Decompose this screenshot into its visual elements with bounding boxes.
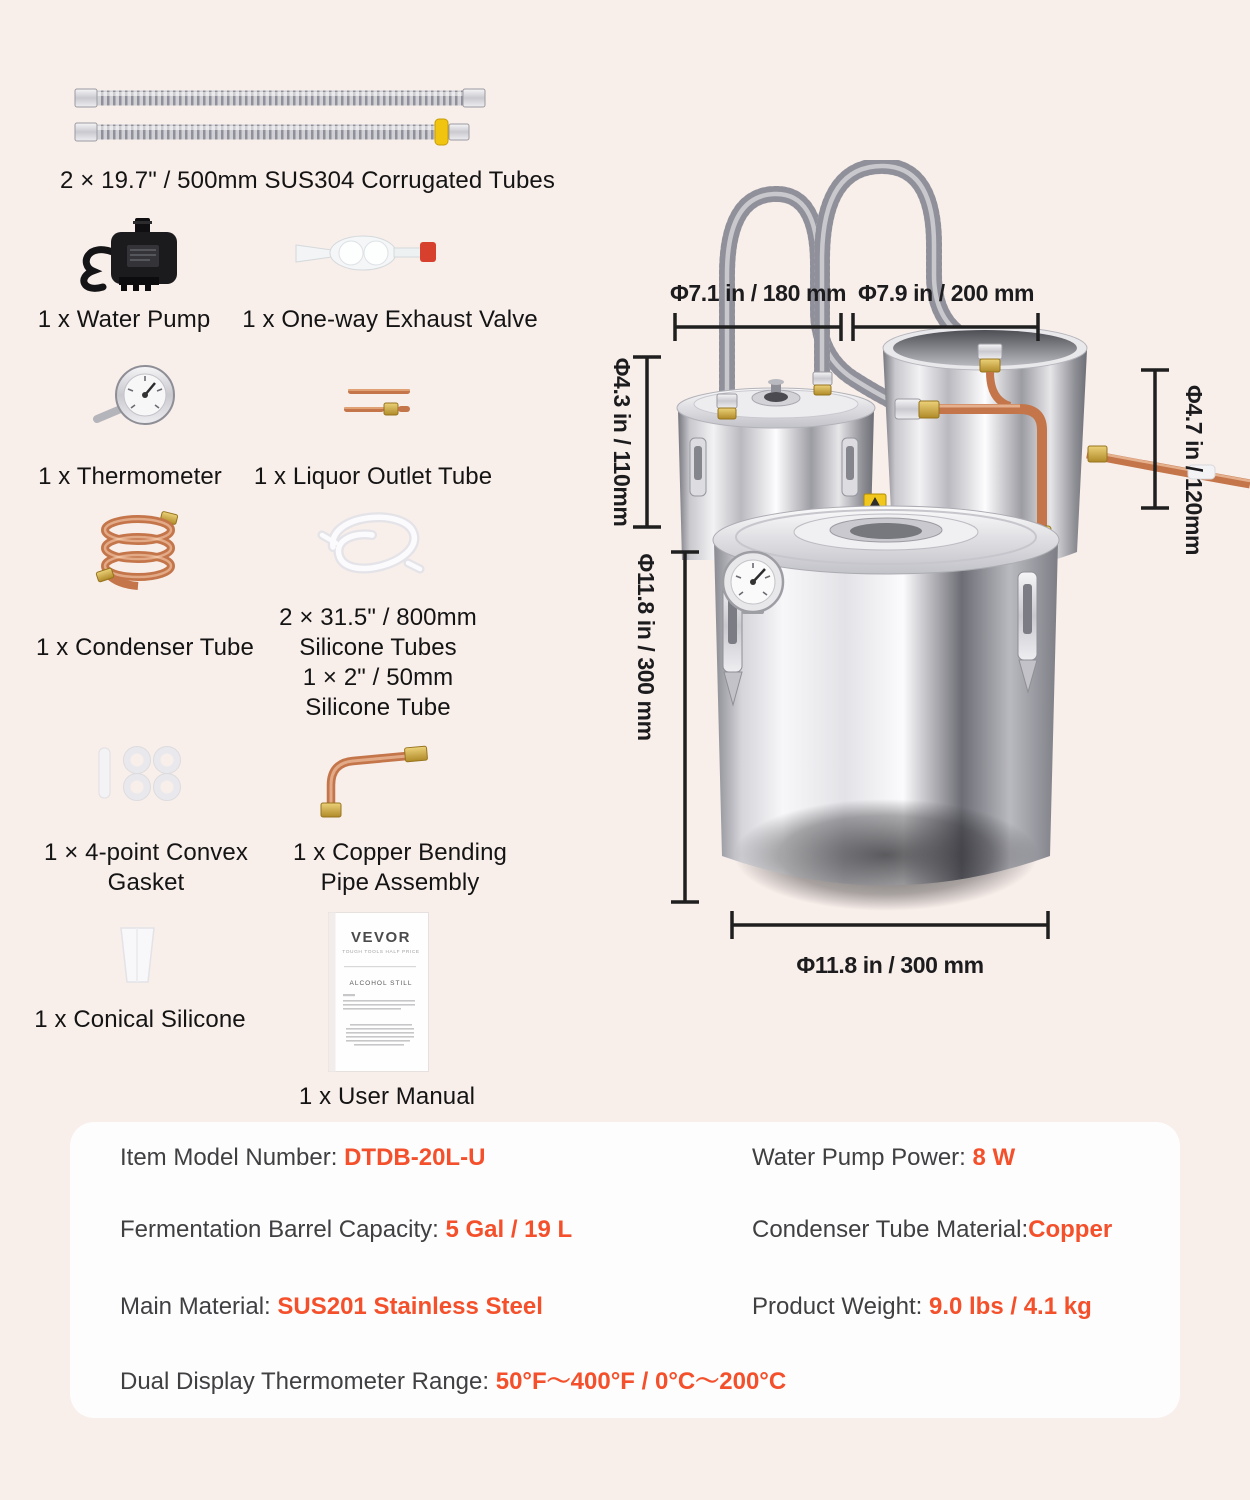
- spec-label: Fermentation Barrel Capacity:: [120, 1216, 446, 1243]
- spec-value: 9.0 lbs / 4.1 kg: [928, 1293, 1092, 1320]
- manual-tagline: TOUGH TOOLS HALF PRICE: [342, 950, 420, 955]
- corrugated-tube: [75, 119, 469, 145]
- conical-silicone-image: [115, 925, 160, 985]
- spec-label: Dual Display Thermometer Range:: [120, 1368, 496, 1395]
- thermometer-dial: [723, 552, 783, 614]
- caption-line: Gasket: [107, 869, 185, 896]
- dim-barrel-width: Φ11.8 in / 300 mm: [796, 952, 984, 978]
- dim-bucket-height: Φ4.7 in / 120mm: [1181, 384, 1207, 556]
- caption-silicone-tubes: [278, 603, 478, 723]
- caption-thermometer: 1 x Thermometer: [38, 463, 222, 490]
- spec-main-material: [120, 1292, 543, 1322]
- brass-tee: [980, 359, 1000, 372]
- outlet-pipe: [1087, 454, 1250, 484]
- copper-bending-pipe-image: [303, 745, 435, 821]
- spec-value: 50°F～400°F / 0°C～200°C: [495, 1368, 787, 1395]
- spec-condenser-tube-material: [752, 1215, 1112, 1245]
- spec-thermometer-range: [120, 1367, 786, 1397]
- caption-line: Silicone Tubes: [299, 634, 457, 661]
- spec-value: 5 Gal / 19 L: [445, 1216, 573, 1243]
- spec-product-weight: [752, 1292, 1092, 1322]
- spec-item-model-number: [120, 1143, 485, 1173]
- liquor-outlet-tube-image: [340, 385, 416, 421]
- dim-top-right: Φ7.9 in / 200 mm: [857, 280, 1035, 306]
- caption-exhaust-valve: 1 x One-way Exhaust Valve: [242, 306, 538, 333]
- fermentation-barrel: [713, 506, 1059, 911]
- condenser-tube-image: [93, 508, 185, 603]
- pot-clamp: [842, 438, 858, 496]
- dim-top-left: Φ7.1 in / 180 mm: [669, 280, 847, 306]
- caption-corrugated-tubes: 2 × 19.7" / 500mm SUS304 Corrugated Tubes: [60, 167, 555, 194]
- caption-user-manual: 1 x User Manual: [298, 1083, 476, 1110]
- spec-label: Product Weight:: [752, 1293, 929, 1320]
- dim-barrel-height: Φ11.8 in / 300 mm: [633, 553, 659, 741]
- corrugated-tubes-image: [65, 78, 495, 148]
- user-manual-image: [328, 912, 429, 1072]
- water-pump-image: [75, 215, 185, 295]
- caption-condenser-tube: 1 x Condenser Tube: [36, 634, 254, 661]
- product-illustration: [590, 160, 1250, 1010]
- spec-panel: [70, 1122, 1180, 1418]
- thermometer-image: [93, 363, 179, 435]
- caption-convex-gasket: [21, 838, 271, 898]
- exhaust-valve-image: [288, 230, 440, 276]
- caption-line: 2 × 31.5" / 800mm: [279, 604, 477, 631]
- silicone-tubes-image: [308, 505, 430, 595]
- spec-value: 8 W: [972, 1144, 1016, 1171]
- dim-pot-height: Φ4.3 in / 110mm: [609, 357, 635, 527]
- spec-water-pump-power: [752, 1143, 1015, 1173]
- spec-label: Water Pump Power:: [752, 1144, 973, 1171]
- caption-liquor-outlet-tube: 1 x Liquor Outlet Tube: [253, 463, 493, 490]
- caption-line: 1 x Copper Bending: [293, 839, 507, 866]
- spec-value: DTDB-20L-U: [344, 1144, 486, 1171]
- valve-red-cap: [420, 242, 436, 262]
- caption-line: 1 × 4-point Convex: [44, 839, 248, 866]
- pump-cord: [84, 250, 115, 289]
- manual-title: ALCOHOL STILL: [349, 980, 413, 987]
- caption-water-pump: 1 x Water Pump: [37, 306, 211, 333]
- corrugated-tube: [75, 89, 485, 107]
- spec-value: Copper: [1028, 1216, 1113, 1243]
- caption-line: 1 × 2" / 50mm: [302, 664, 454, 691]
- spec-fermentation-barrel-capacity: [120, 1215, 572, 1245]
- caption-line: Pipe Assembly: [320, 869, 480, 896]
- caption-conical-silicone: 1 x Conical Silicone: [34, 1006, 246, 1033]
- yellow-ring: [435, 119, 448, 145]
- convex-gasket-image: [93, 742, 185, 806]
- spec-label: Main Material:: [120, 1293, 278, 1320]
- caption-copper-bending-pipe: [275, 838, 525, 898]
- manual-brand: VEVOR: [350, 929, 412, 946]
- spec-label: Item Model Number:: [120, 1144, 345, 1171]
- spec-value: SUS201 Stainless Steel: [277, 1293, 543, 1320]
- pot-clamp: [690, 438, 706, 496]
- caption-line: Silicone Tube: [305, 694, 451, 721]
- spec-label: Condenser Tube Material:: [752, 1216, 1029, 1243]
